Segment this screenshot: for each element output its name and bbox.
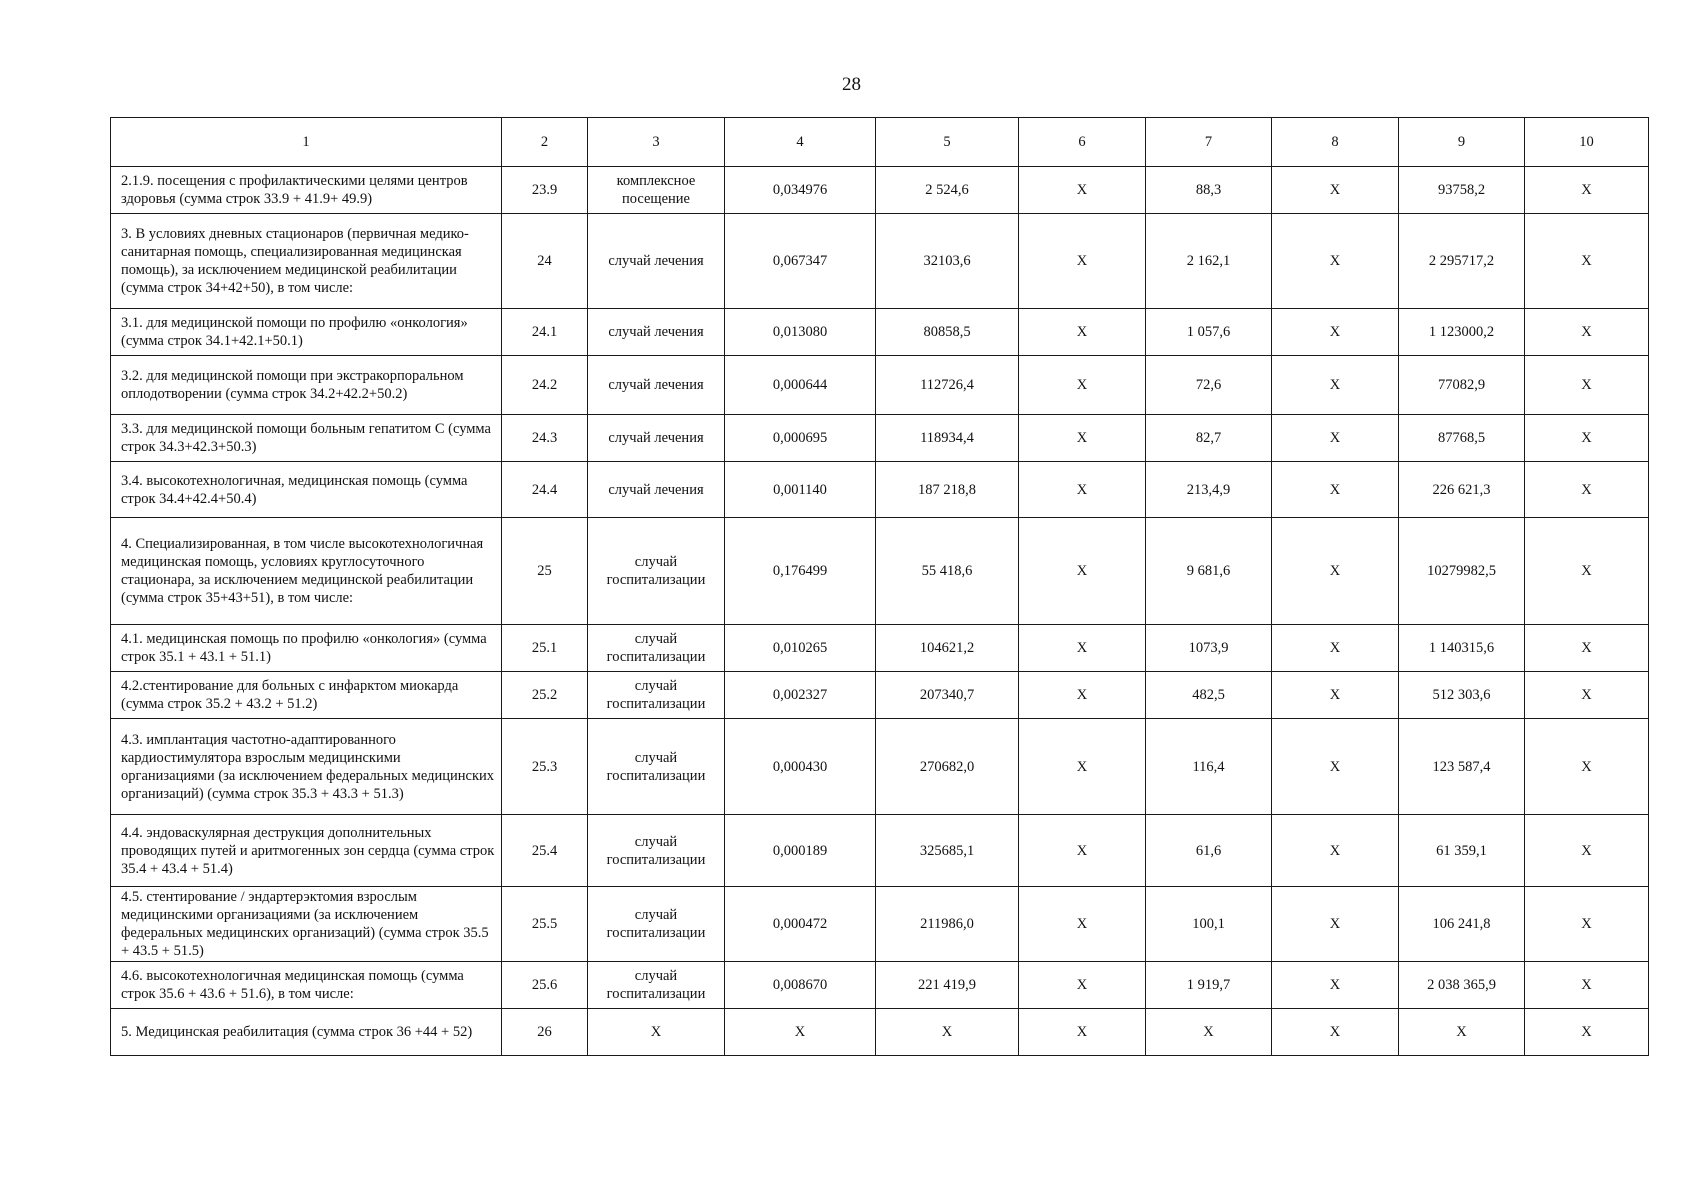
cell-col9: 10279982,5 (1399, 518, 1525, 625)
cell-col10: X (1525, 625, 1649, 672)
cell-col9: 93758,2 (1399, 167, 1525, 214)
cell-col5: 221 419,9 (876, 962, 1019, 1009)
cell-col10: X (1525, 415, 1649, 462)
cell-col4: 0,001140 (725, 462, 876, 518)
cell-col8: X (1272, 815, 1399, 887)
table-row (111, 719, 1649, 815)
row-code: 24.4 (502, 462, 588, 518)
cell-col5: 104621,2 (876, 625, 1019, 672)
cell-col9: 77082,9 (1399, 356, 1525, 415)
cell-col10: X (1525, 1009, 1649, 1056)
row-unit: случай госпитализации (588, 719, 725, 815)
cell-col8: X (1272, 309, 1399, 356)
cell-col7: 482,5 (1146, 672, 1272, 719)
cell-col7: 72,6 (1146, 356, 1272, 415)
cell-col7: 1 919,7 (1146, 962, 1272, 1009)
cell-col10: X (1525, 719, 1649, 815)
cell-col6: X (1019, 462, 1146, 518)
table-header-row (111, 118, 1649, 167)
cell-col4: 0,176499 (725, 518, 876, 625)
cell-col10: X (1525, 214, 1649, 309)
row-unit: X (588, 1009, 725, 1056)
row-description: 3.3. для медицинской помощи больным гепатитом С (сумма строк 34.3+42.3+50.3) (111, 415, 502, 462)
page-number: 28 (842, 74, 861, 95)
cell-col8: X (1272, 167, 1399, 214)
table-row (111, 462, 1649, 518)
column-header: 5 (876, 118, 1019, 167)
row-code: 25.5 (502, 887, 588, 962)
cell-col7: X (1146, 1009, 1272, 1056)
row-unit: случай госпитализации (588, 887, 725, 962)
cell-col6: X (1019, 815, 1146, 887)
column-header: 10 (1525, 118, 1649, 167)
row-unit: случай лечения (588, 309, 725, 356)
cell-col8: X (1272, 719, 1399, 815)
cell-col10: X (1525, 462, 1649, 518)
cell-col9: 106 241,8 (1399, 887, 1525, 962)
row-unit: случай госпитализации (588, 672, 725, 719)
cell-col6: X (1019, 672, 1146, 719)
cell-col6: X (1019, 962, 1146, 1009)
column-header: 1 (111, 118, 502, 167)
row-description: 4.2.стентирование для больных с инфарктом миокарда (сумма строк 35.2 + 43.2 + 51.2) (111, 672, 502, 719)
column-header: 4 (725, 118, 876, 167)
cell-col9: 61 359,1 (1399, 815, 1525, 887)
cell-col8: X (1272, 462, 1399, 518)
cell-col8: X (1272, 625, 1399, 672)
cell-col6: X (1019, 719, 1146, 815)
cell-col8: X (1272, 962, 1399, 1009)
row-code: 25.3 (502, 719, 588, 815)
row-code: 24.3 (502, 415, 588, 462)
cell-col5: 325685,1 (876, 815, 1019, 887)
cell-col6: X (1019, 415, 1146, 462)
cell-col6: X (1019, 356, 1146, 415)
cell-col5: 112726,4 (876, 356, 1019, 415)
row-unit: комплексное посещение (588, 167, 725, 214)
cell-col9: 123 587,4 (1399, 719, 1525, 815)
cell-col10: X (1525, 815, 1649, 887)
row-code: 26 (502, 1009, 588, 1056)
cell-col9: 87768,5 (1399, 415, 1525, 462)
cell-col8: X (1272, 415, 1399, 462)
row-description: 3. В условиях дневных стационаров (первичная медико-санитарная помощь, специализированная медицинская помощь), за исключением медицинской реабилитации (сумма строк 34+42+50), в том числе: (111, 214, 502, 309)
cell-col8: X (1272, 518, 1399, 625)
cell-col6: X (1019, 309, 1146, 356)
row-unit: случай госпитализации (588, 625, 725, 672)
row-unit: случай лечения (588, 214, 725, 309)
cell-col10: X (1525, 356, 1649, 415)
row-code: 25.1 (502, 625, 588, 672)
row-code: 25.2 (502, 672, 588, 719)
table-row (111, 356, 1649, 415)
cell-col5: 187 218,8 (876, 462, 1019, 518)
table-row (111, 214, 1649, 309)
row-description: 3.4. высокотехнологичная, медицинская помощь (сумма строк 34.4+42.4+50.4) (111, 462, 502, 518)
cell-col9: 1 123000,2 (1399, 309, 1525, 356)
row-code: 25 (502, 518, 588, 625)
cell-col4: X (725, 1009, 876, 1056)
column-header: 8 (1272, 118, 1399, 167)
cell-col10: X (1525, 518, 1649, 625)
table-row (111, 887, 1649, 962)
table-row (111, 167, 1649, 214)
cell-col5: 32103,6 (876, 214, 1019, 309)
cell-col4: 0,034976 (725, 167, 876, 214)
cell-col4: 0,000472 (725, 887, 876, 962)
cell-col6: X (1019, 214, 1146, 309)
row-code: 25.6 (502, 962, 588, 1009)
row-description: 4. Специализированная, в том числе высокотехнологичная медицинская помощь, условиях круглосуточного стационара, за исключением медицинской реабилитации (сумма строк 35+43+51), в том числе: (111, 518, 502, 625)
row-unit: случай госпитализации (588, 815, 725, 887)
cell-col7: 61,6 (1146, 815, 1272, 887)
column-header: 2 (502, 118, 588, 167)
row-unit: случай госпитализации (588, 518, 725, 625)
row-description: 4.1. медицинская помощь по профилю «онкология» (сумма строк 35.1 + 43.1 + 51.1) (111, 625, 502, 672)
cell-col6: X (1019, 167, 1146, 214)
cell-col5: 270682,0 (876, 719, 1019, 815)
cell-col5: 55 418,6 (876, 518, 1019, 625)
row-description: 3.1. для медицинской помощи по профилю «онкология» (сумма строк 34.1+42.1+50.1) (111, 309, 502, 356)
cell-col5: 207340,7 (876, 672, 1019, 719)
cell-col7: 82,7 (1146, 415, 1272, 462)
row-unit: случай лечения (588, 462, 725, 518)
column-header: 3 (588, 118, 725, 167)
cell-col7: 1073,9 (1146, 625, 1272, 672)
row-code: 24.1 (502, 309, 588, 356)
table-row (111, 518, 1649, 625)
cell-col4: 0,002327 (725, 672, 876, 719)
row-code: 24.2 (502, 356, 588, 415)
cell-col7: 1 057,6 (1146, 309, 1272, 356)
cell-col5: X (876, 1009, 1019, 1056)
cell-col4: 0,000644 (725, 356, 876, 415)
cell-col10: X (1525, 167, 1649, 214)
cell-col10: X (1525, 309, 1649, 356)
cell-col9: X (1399, 1009, 1525, 1056)
table-row (111, 309, 1649, 356)
cell-col5: 118934,4 (876, 415, 1019, 462)
cell-col6: X (1019, 1009, 1146, 1056)
column-header: 6 (1019, 118, 1146, 167)
cell-col4: 0,000189 (725, 815, 876, 887)
cell-col8: X (1272, 214, 1399, 309)
table-row (111, 962, 1649, 1009)
cell-col5: 2 524,6 (876, 167, 1019, 214)
cell-col6: X (1019, 518, 1146, 625)
cell-col4: 0,010265 (725, 625, 876, 672)
cell-col5: 80858,5 (876, 309, 1019, 356)
row-code: 23.9 (502, 167, 588, 214)
cell-col7: 2 162,1 (1146, 214, 1272, 309)
cell-col7: 100,1 (1146, 887, 1272, 962)
cell-col8: X (1272, 1009, 1399, 1056)
column-header: 7 (1146, 118, 1272, 167)
cell-col8: X (1272, 672, 1399, 719)
cell-col10: X (1525, 672, 1649, 719)
row-unit: случай лечения (588, 356, 725, 415)
cell-col8: X (1272, 356, 1399, 415)
row-description: 2.1.9. посещения с профилактическими целями центров здоровья (сумма строк 33.9 + 41.9+ 49.9) (111, 167, 502, 214)
table-row (111, 625, 1649, 672)
row-unit: случай госпитализации (588, 962, 725, 1009)
cell-col10: X (1525, 962, 1649, 1009)
cell-col7: 213,4,9 (1146, 462, 1272, 518)
cell-col8: X (1272, 887, 1399, 962)
cell-col7: 9 681,6 (1146, 518, 1272, 625)
row-description: 4.3. имплантация частотно-адаптированного кардиостимулятора взрослым медицинскими организациями (за исключением федеральных медицинских организаций) (сумма строк 35.3 + 43.3 + 51.3) (111, 719, 502, 815)
cell-col9: 2 295717,2 (1399, 214, 1525, 309)
table-row (111, 415, 1649, 462)
column-header: 9 (1399, 118, 1525, 167)
cell-col4: 0,067347 (725, 214, 876, 309)
cell-col6: X (1019, 887, 1146, 962)
row-description: 3.2. для медицинской помощи при экстракорпоральном оплодотворении (сумма строк 34.2+42.2+50.2) (111, 356, 502, 415)
table-row (111, 815, 1649, 887)
row-description: 5. Медицинская реабилитация (сумма строк 36 +44 + 52) (111, 1009, 502, 1056)
cell-col10: X (1525, 887, 1649, 962)
table-row (111, 672, 1649, 719)
cell-col9: 1 140315,6 (1399, 625, 1525, 672)
cell-col4: 0,000695 (725, 415, 876, 462)
row-description: 4.4. эндоваскулярная деструкция дополнительных проводящих путей и аритмогенных зон сердца (сумма строк 35.4 + 43.4 + 51.4) (111, 815, 502, 887)
row-code: 25.4 (502, 815, 588, 887)
cell-col6: X (1019, 625, 1146, 672)
table-row (111, 1009, 1649, 1056)
cell-col4: 0,008670 (725, 962, 876, 1009)
row-description: 4.6. высокотехнологичная медицинская помощь (сумма строк 35.6 + 43.6 + 51.6), в том числе: (111, 962, 502, 1009)
cell-col4: 0,013080 (725, 309, 876, 356)
cell-col9: 2 038 365,9 (1399, 962, 1525, 1009)
cell-col7: 88,3 (1146, 167, 1272, 214)
row-unit: случай лечения (588, 415, 725, 462)
row-code: 24 (502, 214, 588, 309)
cell-col9: 226 621,3 (1399, 462, 1525, 518)
cell-col4: 0,000430 (725, 719, 876, 815)
data-table (110, 117, 1649, 1056)
cell-col9: 512 303,6 (1399, 672, 1525, 719)
cell-col5: 211986,0 (876, 887, 1019, 962)
row-description: 4.5. стентирование / эндартерэктомия взрослым медицинскими организациями (за исключением федеральных медицинских организаций) (сумма строк 35.5 + 43.5 + 51.5) (111, 887, 502, 962)
cell-col7: 116,4 (1146, 719, 1272, 815)
